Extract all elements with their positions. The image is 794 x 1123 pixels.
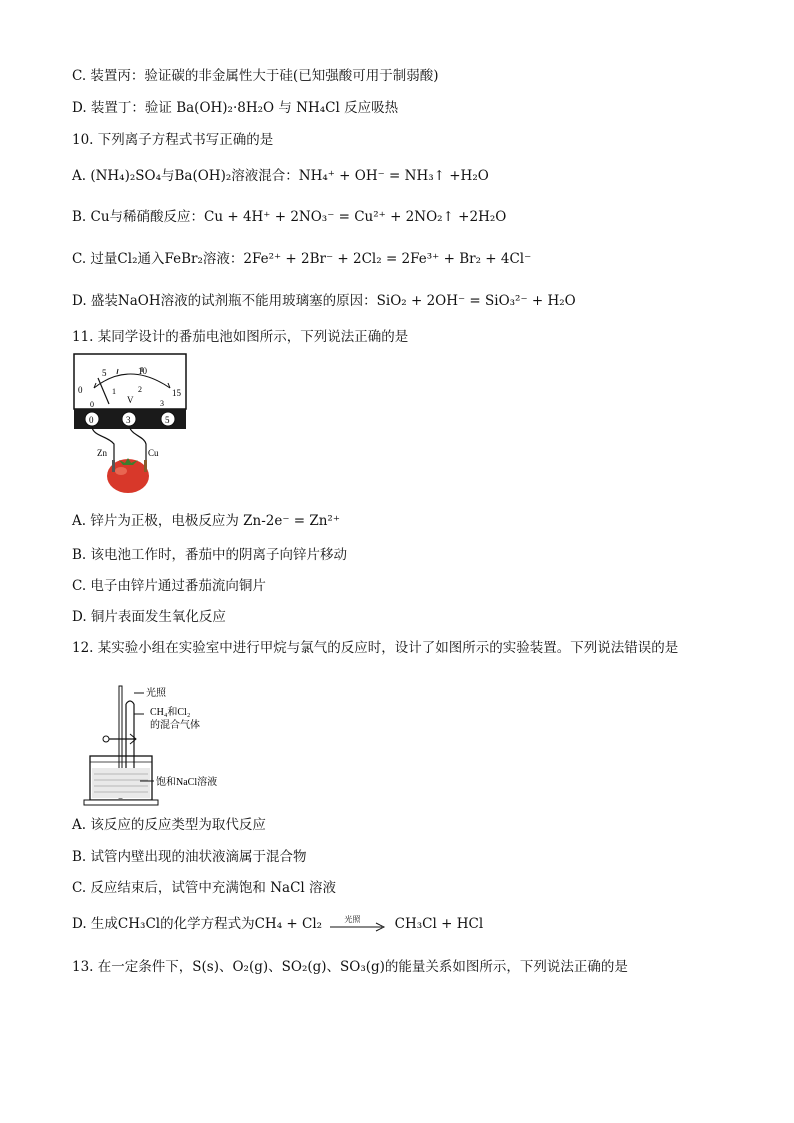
q11-option-b: B. 该电池工作时，番茄中的阴离子向锌片移动 bbox=[72, 547, 348, 563]
q10-option-d: D. 盛装NaOH溶液的试剂瓶不能用玻璃塞的原因：SiO₂ + 2OH⁻ = SiO₃²⁻ + H₂O bbox=[72, 293, 576, 309]
cu-label: Cu bbox=[148, 448, 159, 458]
q12-option-d bbox=[72, 914, 483, 934]
unit-label: V bbox=[127, 395, 134, 405]
terminal-label-5: 5 bbox=[165, 415, 170, 425]
voltmeter-diagram bbox=[72, 352, 192, 497]
q10-option-a: A. (NH₄)₂SO₄与Ba(OH)₂溶液混合：NH₄⁺ + OH⁻ = NH₃↑ +H₂O bbox=[72, 168, 489, 184]
terminal-label-0: 0 bbox=[89, 415, 94, 425]
cu-plate bbox=[144, 460, 147, 472]
solution bbox=[92, 768, 150, 798]
bottom-scale-1: 1 bbox=[112, 387, 116, 396]
gas-label-2: 的混合气体 bbox=[150, 720, 200, 731]
q10-stem: 10. 下列离子方程式书写正确的是 bbox=[72, 132, 274, 148]
tomato-battery-figure bbox=[72, 352, 192, 497]
q11-option-c: C. 电子由锌片通过番茄流向铜片 bbox=[72, 578, 266, 594]
q12-option-b: B. 试管内壁出现的油状液滴属于混合物 bbox=[72, 849, 307, 865]
top-scale-10: 10 bbox=[138, 366, 147, 376]
clamp-screw bbox=[103, 736, 109, 742]
q9-option-d: D. 装置丁：验证 Ba(OH)₂·8H₂O 与 NH₄Cl 反应吸热 bbox=[72, 100, 399, 116]
bottom-scale-0: 0 bbox=[90, 400, 94, 409]
q10-option-c: C. 过量Cl₂通入FeBr₂溶液：2Fe²⁺ + 2Br⁻ + 2Cl₂ = 2Fe³⁺ + Br₂ + 4Cl⁻ bbox=[72, 251, 532, 267]
q13-stem: 13. 在一定条件下，S(s)、O₂(g)、SO₂(g)、SO₃(g)的能量关系如图所示，下列说法正确的是 bbox=[72, 959, 628, 975]
q11-option-a: A. 锌片为正极，电极反应为 Zn-2e⁻ = Zn²⁺ bbox=[72, 513, 340, 529]
reaction-condition: 光照 bbox=[344, 914, 361, 924]
q12-option-d-suffix: CH₃Cl + HCl bbox=[394, 916, 484, 932]
q12-stem: 12. 某实验小组在实验室中进行甲烷与氯气的反应时，设计了如图所示的实验装置。下列说法错误的是 bbox=[72, 640, 679, 656]
q9-option-c: C. 装置丙：验证碳的非金属性大于硅(已知强酸可用于制弱酸) bbox=[72, 68, 439, 84]
reaction-arrow bbox=[330, 914, 386, 932]
bottom-scale-2: 2 bbox=[138, 385, 142, 394]
gas-label-1: CH₄和Cl₂ bbox=[150, 707, 191, 718]
zn-wire bbox=[92, 426, 114, 464]
q12-option-c: C. 反应结束后，试管中充满饱和 NaCl 溶液 bbox=[72, 880, 337, 896]
solution-label: 饱和NaCl溶液 bbox=[156, 777, 218, 788]
arrow-icon bbox=[330, 920, 386, 934]
bottom-scale-3: 3 bbox=[160, 399, 164, 408]
zn-label: Zn bbox=[97, 448, 107, 458]
q10-option-b: B. Cu与稀硝酸反应：Cu + 4H⁺ + 2NO₃⁻ = Cu²⁺ + 2NO₂↑ +2H₂O bbox=[72, 209, 507, 225]
apparatus-diagram bbox=[80, 684, 260, 810]
zn-plate bbox=[112, 460, 115, 472]
light-label: 光照 bbox=[146, 688, 166, 699]
q12-option-a: A. 该反应的反应类型为取代反应 bbox=[72, 817, 266, 833]
q11-stem: 11. 某同学设计的番茄电池如图所示，下列说法正确的是 bbox=[72, 329, 409, 345]
cu-wire bbox=[129, 426, 146, 464]
terminal-label-3: 3 bbox=[126, 415, 131, 425]
top-scale-0: 0 bbox=[78, 385, 83, 395]
top-scale-5: 5 bbox=[102, 368, 107, 378]
top-scale-15: 15 bbox=[172, 388, 181, 398]
q12-option-d-prefix: D. 生成CH₃Cl的化学方程式为CH₄ + Cl₂ bbox=[72, 916, 323, 932]
q11-option-d: D. 铜片表面发生氧化反应 bbox=[72, 609, 226, 625]
base bbox=[84, 800, 158, 805]
methane-chlorine-apparatus bbox=[80, 684, 260, 810]
